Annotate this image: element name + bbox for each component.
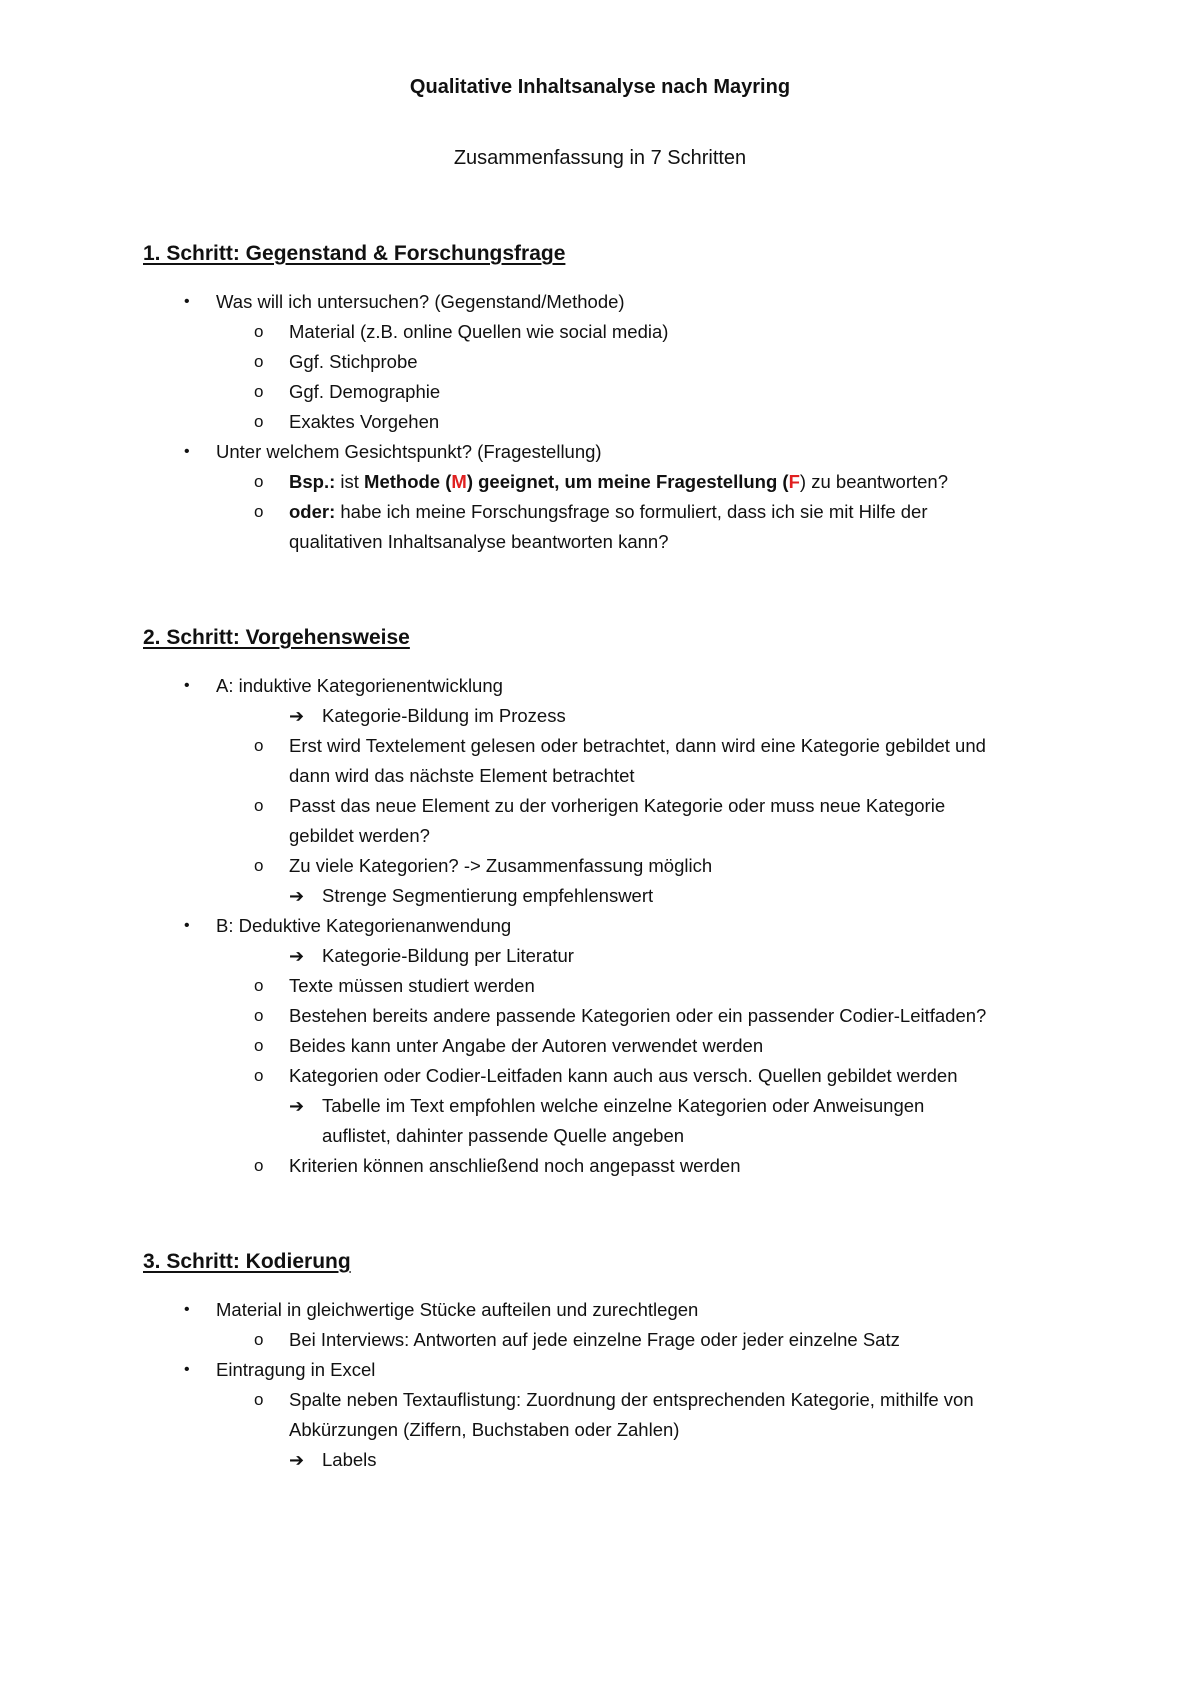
document-subtitle: Zusammenfassung in 7 Schritten [453,147,747,169]
step2-line: B: Deduktive Kategorienanwendung [216,915,512,936]
step3-line: Abkürzungen (Ziffern, Buchstaben oder Zahlen) [289,1419,680,1440]
circle-marker: o [254,472,264,491]
arrow-icon: ➔ [289,886,305,906]
method-term: Methode [364,471,441,492]
circle-marker: o [254,1006,264,1025]
step2-line: Kategorien oder Codier-Leitfaden kann auch aus versch. Quellen gebildet werden [289,1065,958,1086]
step2-line: A: induktive Kategorienentwicklung [216,675,503,696]
step2-line: auflistet, dahinter passende Quelle angeben [322,1125,685,1146]
text-span: ist [335,471,365,492]
circle-marker: o [254,382,264,401]
step1-example-line [289,471,948,493]
step3-line: Material in gleichwertige Stücke aufteilen und zurechtlegen [216,1299,699,1320]
step1-line: Was will ich untersuchen? (Gegenstand/Methode) [216,291,625,312]
circle-marker: o [254,1066,264,1085]
step1-line: Material (z.B. online Quellen wie social media) [289,321,669,342]
step1-heading: 1. Schritt: Gegenstand & Forschungsfrage [143,242,566,265]
step2-line: Kategorie-Bildung per Literatur [322,945,574,966]
step1-line: Ggf. Demographie [289,381,441,402]
or-label: oder: [289,501,336,522]
step2-line: dann wird das nächste Element betrachtet [289,765,635,786]
text-span: ( [777,471,789,492]
step2-line: Passt das neue Element zu der vorherigen Kategorie oder muss neue Kategorie [289,795,946,816]
bullet-marker: • [184,677,190,694]
question-abbrev: F [788,471,800,492]
step2-line: Zu viele Kategorien? -> Zusammenfassung möglich [289,855,713,876]
step3-line: Labels [322,1449,377,1470]
step2-line: Kategorie-Bildung im Prozess [322,705,566,726]
circle-marker: o [254,1390,264,1409]
example-label: Bsp.: [289,471,336,492]
step3-heading: 3. Schritt: Kodierung [143,1250,351,1273]
step1-line: Ggf. Stichprobe [289,351,418,372]
circle-marker: o [254,736,264,755]
step3-line: Bei Interviews: Antworten auf jede einzelne Frage oder jeder einzelne Satz [289,1329,900,1350]
step2-line: Beides kann unter Angabe der Autoren verwendet werden [289,1035,764,1056]
circle-marker: o [254,856,264,875]
circle-marker: o [254,1330,264,1349]
circle-marker: o [254,976,264,995]
step1-line [289,501,928,523]
step1-line: Unter welchem Gesichtspunkt? (Fragestellung) [216,441,602,462]
text-span: habe ich meine Forschungsfrage so formuliert, dass ich sie mit Hilfe der [335,501,928,522]
arrow-icon: ➔ [289,706,305,726]
method-abbrev: M [451,471,467,492]
text-span: ) zu beantworten? [799,471,949,492]
circle-marker: o [254,352,264,371]
text-span: ) geeignet, um meine [466,471,656,492]
step2-line: Texte müssen studiert werden [289,975,535,996]
step2-line: Erst wird Textelement gelesen oder betrachtet, dann wird eine Kategorie gebildet und [289,735,986,756]
circle-marker: o [254,1156,264,1175]
bullet-marker: • [184,443,190,460]
step2-line: gebildet werden? [289,825,430,846]
bullet-marker: • [184,917,190,934]
document-title: Qualitative Inhaltsanalyse nach Mayring [409,76,791,98]
step3-line: Spalte neben Textauflistung: Zuordnung der entsprechenden Kategorie, mithilfe von [289,1389,974,1410]
circle-marker: o [254,322,264,341]
step2-line: Bestehen bereits andere passende Kategorien oder ein passender Codier-Leitfaden? [289,1005,987,1026]
step2-heading: 2. Schritt: Vorgehensweise [143,626,410,649]
circle-marker: o [254,412,264,431]
circle-marker: o [254,502,264,521]
bullet-marker: • [184,1301,190,1318]
arrow-icon: ➔ [289,1096,305,1116]
arrow-icon: ➔ [289,946,305,966]
question-term: Fragestellung [655,471,778,492]
bullet-marker: • [184,293,190,310]
circle-marker: o [254,1036,264,1055]
step2-line: Kriterien können anschließend noch angepasst werden [289,1155,741,1176]
step3-line: Eintragung in Excel [216,1359,376,1380]
step2-line: Strenge Segmentierung empfehlenswert [322,885,654,906]
arrow-icon: ➔ [289,1450,305,1470]
step1-line: Exaktes Vorgehen [289,411,440,432]
circle-marker: o [254,796,264,815]
bullet-marker: • [184,1361,190,1378]
step2-line: Tabelle im Text empfohlen welche einzelne Kategorien oder Anweisungen [322,1095,925,1116]
text-span: ( [440,471,452,492]
step1-line: qualitativen Inhaltsanalyse beantworten kann? [289,531,669,552]
